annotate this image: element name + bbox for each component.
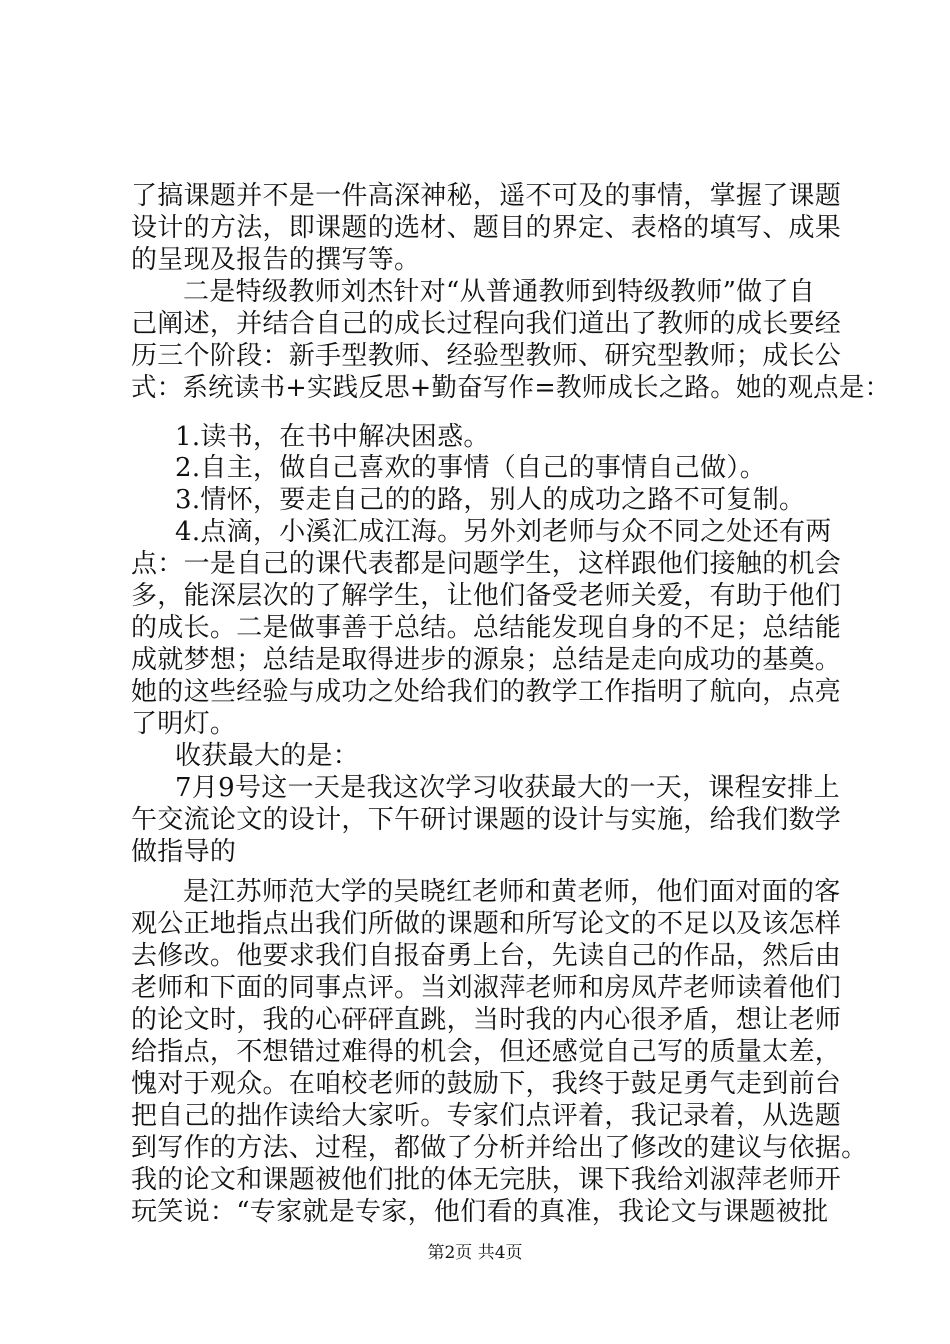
text-line: 去修改。他要求我们自报奋勇上台，先读自己的作品，然后由: [131, 941, 842, 971]
text-line: 做指导的: [131, 837, 237, 867]
page-footer: 第2页 共4页: [427, 1243, 523, 1263]
text-line: 历三个阶段：新手型教师、经验型教师、研究型教师；成长公: [131, 341, 842, 371]
text-line: 设计的方法，即课题的选材、题目的界定、表格的填写、成果: [131, 213, 842, 243]
text-line: 点：一是自己的课代表都是问题学生，这样跟他们接触的机会: [131, 549, 842, 579]
text-line: 了搞课题并不是一件高深神秘，遥不可及的事情，掌握了课题: [131, 181, 842, 211]
list-item: 3.情怀，要走自己的的路，别人的成功之路不可复制。: [175, 485, 806, 515]
text-line: 到写作的方法、过程，都做了分析并给出了修改的建议与依据。: [131, 1133, 868, 1163]
text-line: 的论文时，我的心砰砰直跳，当时我的内心很矛盾，想让老师: [131, 1005, 842, 1035]
text-line: 给指点，不想错过难得的机会，但还感觉自己写的质量太差，: [131, 1037, 842, 1067]
text-line: 是江苏师范大学的吴晓红老师和黄老师，他们面对面的客: [183, 877, 841, 907]
text-line: 二是特级教师刘杰针对“从普通教师到特级教师”做了自: [183, 277, 816, 307]
text-line: 玩笑说：“专家就是专家，他们看的真准，我论文与课题被批: [131, 1197, 829, 1227]
text-line: 观公正地指点出我们所做的课题和所写论文的不足以及该怎样: [131, 909, 842, 939]
text-line: 成就梦想；总结是取得进步的源泉；总结是走向成功的基奠。: [131, 645, 842, 675]
text-line: 多，能深层次的了解学生，让他们备受老师关爱，有助于他们: [131, 581, 842, 611]
text-line: 己阐述，并结合自己的成长过程向我们道出了教师的成长要经: [131, 309, 842, 339]
text-line: 她的这些经验与成功之处给我们的教学工作指明了航向，点亮: [131, 677, 842, 707]
text-line: 了明灯。: [131, 709, 237, 739]
text-line: 我的论文和课题被他们批的体无完肤，课下我给刘淑萍老师开: [131, 1165, 842, 1195]
text-line: 把自己的拙作读给大家听。专家们点评着，我记录着，从选题: [131, 1101, 842, 1131]
text-line: 的呈现及报告的撰写等。: [131, 245, 421, 275]
list-item: 4.点滴，小溪汇成江海。另外刘老师与众不同之处还有两: [175, 517, 832, 547]
list-item: 1.读书，在书中解决困惑。: [175, 422, 490, 452]
list-item: 2.自主，做自己喜欢的事情（自己的事情自己做）。: [175, 453, 767, 483]
section-heading: 收获最大的是：: [175, 741, 360, 771]
text-line: 愧对于观众。在咱校老师的鼓励下，我终于鼓足勇气走到前台: [131, 1069, 842, 1099]
text-line: 式：系统读书+实践反思+勤奋写作=教师成长之路。她的观点是：: [131, 373, 891, 403]
text-line: 午交流论文的设计，下午研讨课题的设计与实施，给我们数学: [131, 805, 842, 835]
text-line: 7月9号这一天是我这次学习收获最大的一天，课程安排上: [175, 773, 840, 803]
text-line: 的成长。二是做事善于总结。总结能发现自身的不足；总结能: [131, 613, 842, 643]
text-line: 老师和下面的同事点评。当刘淑萍老师和房凤芹老师读着他们: [131, 973, 842, 1003]
